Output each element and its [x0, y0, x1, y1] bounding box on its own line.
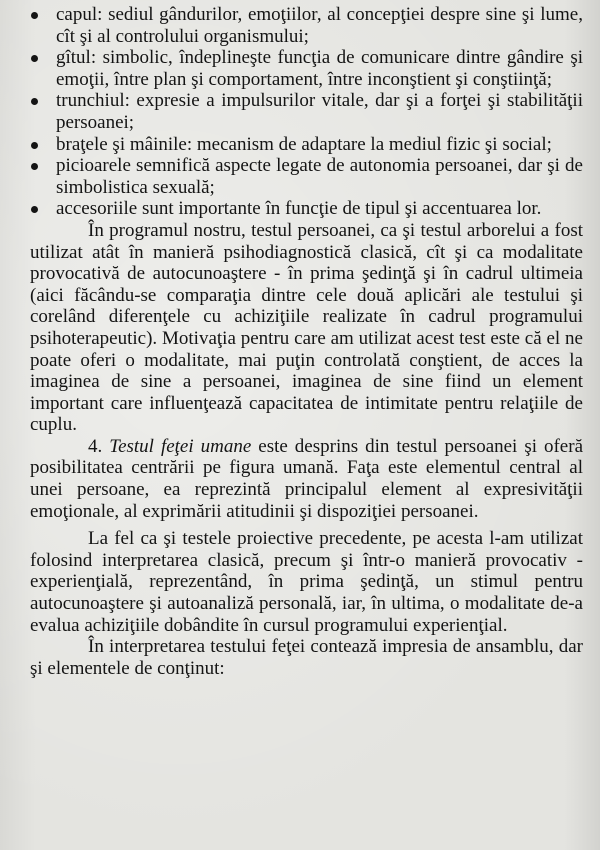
bullet-icon: [31, 206, 38, 213]
list-item-text: gîtul: simbolic, îndeplineşte funcţia de comunicare dintre gândire şi emoţii, între plan şi comportament, între inconştient şi conştiinţă;: [56, 47, 583, 90]
list-item: [30, 155, 583, 198]
list-item: [30, 47, 583, 90]
list-item-text: picioarele semnifică aspecte legate de autonomia persoanei, dar şi de simbolistica sexuală;: [56, 155, 583, 198]
paragraph-program: În programul nostru, testul persoanei, ca şi testul arborelui a fost utilizat atât în manieră psihodiagnostică clasică, cît şi ca modalitate provocativă de autocunoaştere - în prima şedinţă şi în cadrul ultimeia (aici făcându-se comparaţia dintre cele două aplicări ale testului şi corelând diferenţele cu achiziţiile realizate în cadrul programului psihoterapeutic). Motivaţia pentru care am utilizat acest test este că el ne poate oferi o modalitate, mai puţin controlată conştient, de acces la imaginea de sine a persoanei, imaginea de sine fiind un element important care influenţează capacitatea de intimitate pentru relaţiile de cuplu.: [30, 219, 583, 436]
list-item: [30, 4, 583, 47]
body-parts-list: [30, 4, 583, 220]
list-item: [30, 90, 583, 133]
list-item-text: capul: sediul gândurilor, emoţiilor, al concepţiei despre sine şi lume, cît şi al controlului organismului;: [56, 4, 583, 47]
bullet-icon: [31, 55, 38, 62]
section-title: Testul feţei umane: [109, 435, 252, 457]
paragraph-use: La fel ca şi testele proiective precedente, pe acesta l-am utilizat folosind interpretarea clasică, precum şi într-o manieră provocativ - experienţială, reprezentând, în prima şedinţă, un stimul pentru autocunoaştere şi autoanaliză personală, iar, în ultima, o modalitate de-a evalua achiziţiile dobândite în cursul programului experienţial.: [30, 528, 583, 636]
list-item-text: braţele şi mâinile: mecanism de adaptare la mediul fizic şi social;: [56, 133, 552, 155]
paragraph-interpretation: În interpretarea testului feţei contează impresia de ansamblu, dar şi elementele de conţinut:: [30, 636, 583, 679]
bullet-icon: [31, 142, 38, 149]
bullet-icon: [31, 163, 38, 170]
section-number: 4.: [88, 435, 103, 457]
list-item: [30, 134, 583, 156]
list-item-text: trunchiul: expresie a impulsurilor vitale, dar şi a forţei şi stabilităţii persoanei;: [56, 90, 583, 133]
bullet-icon: [31, 98, 38, 105]
list-item-text: accesoriile sunt importante în funcţie de tipul şi accentuarea lor.: [56, 198, 542, 220]
list-item: [30, 198, 583, 220]
bullet-icon: [31, 12, 38, 19]
section-text: este desprins din testul persoanei şi oferă posibilitatea centrării pe figura umană. Faţa este elementul central al unei persoane, ea reprezintă principalul element al expresivităţii emoţionale, al exprimării atitudinii şi dispoziţiei persoanei.: [30, 435, 583, 522]
paragraph-section-4: [30, 436, 583, 522]
